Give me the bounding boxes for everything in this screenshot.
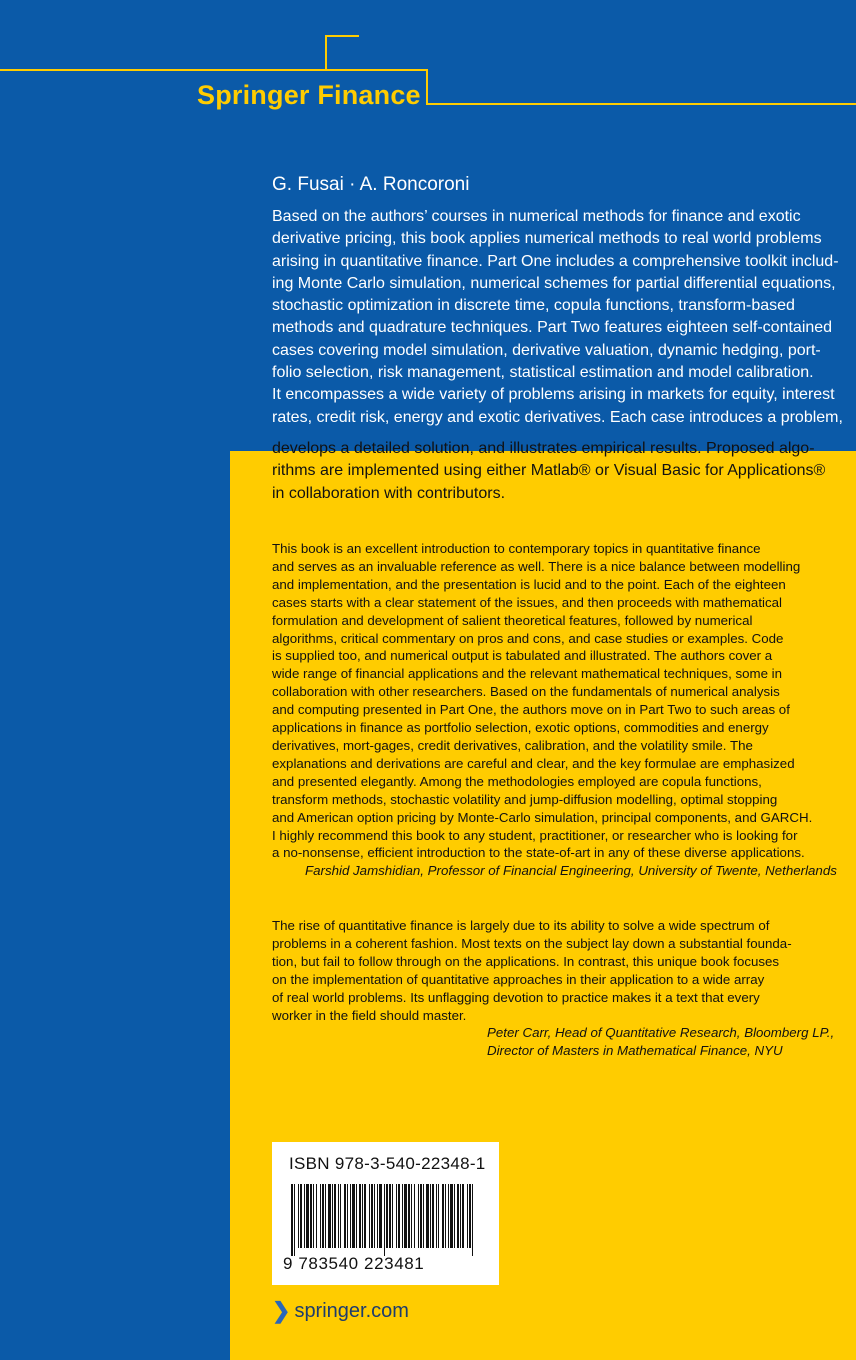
review-line: explanations and derivations are careful and clear, and the key formulae are emphasized — [272, 755, 795, 771]
barcode-bar — [340, 1184, 341, 1248]
barcode-bar — [420, 1184, 422, 1248]
review-jamshidian — [272, 540, 837, 880]
barcode-bar — [374, 1184, 375, 1248]
review-line: on the implementation of quantitative approaches in their application to a wide array — [272, 971, 765, 987]
barcode-bar — [402, 1184, 403, 1248]
barcode-bar — [457, 1184, 459, 1248]
barcode-bar — [356, 1184, 357, 1248]
barcode-bar — [411, 1184, 412, 1248]
review-line: problems in a coherent fashion. Most texts on the subject lay down a substantial founda- — [272, 935, 792, 951]
barcode-image — [289, 1184, 479, 1256]
barcode-bar — [300, 1184, 302, 1248]
barcode-bar — [467, 1184, 468, 1248]
barcode-bar — [462, 1184, 464, 1248]
review-line: The rise of quantitative finance is largely due to its ability to solve a wide spectrum of — [272, 918, 770, 933]
review-line: algorithms, critical commentary on pros and cons, and case studies or examples. Code — [272, 630, 784, 646]
review-line: collaboration with other researchers. Based on the fundamentals of numerical analysis — [272, 684, 780, 700]
review-line: and serves as an invaluable reference as well. There is a nice balance between modelling — [272, 558, 801, 574]
barcode-bar — [454, 1184, 455, 1248]
barcode-bar — [426, 1184, 429, 1248]
review-line: wide range of financial applications and the relevant mathematical techniques, some in — [272, 666, 783, 682]
barcode-bar — [386, 1184, 388, 1248]
barcode-bar — [350, 1184, 351, 1248]
description-line: folio selection, risk management, statistical estimation and model calibration. — [272, 364, 814, 382]
barcode-bar — [438, 1184, 439, 1248]
barcode-bar — [359, 1184, 361, 1248]
barcode-bar — [389, 1184, 391, 1248]
barcode-bar — [384, 1184, 385, 1256]
description-line: Based on the authors’ courses in numerical methods for finance and exotic — [272, 208, 801, 225]
barcode-bar — [379, 1184, 382, 1248]
barcode-bar — [418, 1184, 419, 1248]
series-title: Springer Finance — [197, 80, 421, 110]
description-line: derivative pricing, this book applies numerical methods to real world problems — [272, 230, 822, 248]
barcode-bar — [320, 1184, 321, 1248]
barcode-bar — [423, 1184, 424, 1248]
description-line: stochastic optimization in discrete time, copula functions, transform-based — [272, 297, 795, 315]
barcode-bar — [328, 1184, 331, 1248]
barcode-bar — [392, 1184, 393, 1248]
barcode-bar — [398, 1184, 400, 1248]
barcode-bar — [306, 1184, 309, 1248]
review-line: transform methods, stochastic volatility and jump-diffusion modelling, optimal stopping — [272, 791, 778, 807]
springer-website-link[interactable] — [272, 1298, 409, 1324]
authors: G. Fusai · A. Roncoroni — [272, 174, 470, 195]
website-label: springer.com — [294, 1299, 409, 1322]
description-line: rithms are implemented using either Matlab® or Visual Basic for Applications® — [272, 462, 826, 480]
description-line: develops a detailed solution, and illustrates empirical results. Proposed algo- — [272, 439, 815, 457]
review-line: derivatives, mort-gages, credit derivatives, calibration, and the volatility smile. The — [272, 737, 753, 753]
barcode-bar — [304, 1184, 305, 1248]
barcode-digits: 9 783540 223481 — [283, 1254, 425, 1273]
barcode-bar — [344, 1184, 346, 1248]
review-line: of real world problems. Its unflagging devotion to practice makes it a text that every — [272, 989, 760, 1005]
barcode-bar — [414, 1184, 415, 1248]
barcode-bar — [408, 1184, 410, 1248]
barcode-bar — [445, 1184, 446, 1248]
description-line: arising in quantitative finance. Part One includes a comprehensive toolkit includ- — [272, 252, 839, 270]
barcode-bar — [310, 1184, 312, 1248]
barcode-bar — [316, 1184, 317, 1248]
description-line: It encompasses a wide variety of problems arising in markets for equity, interest — [272, 386, 835, 404]
review-line: and American option pricing by Monte-Carlo simulation, principal components, and GARCH. — [272, 809, 813, 825]
book-description — [272, 206, 843, 505]
description-line: rates, credit risk, energy and exotic derivatives. Each case introduces a problem, — [272, 408, 843, 426]
review-attribution: Director of Masters in Mathematical Finance, NYU — [487, 1043, 783, 1059]
barcode-bar — [396, 1184, 397, 1248]
barcode-bar — [334, 1184, 336, 1248]
description-line: methods and quadrature techniques. Part Two features eighteen self-contained — [272, 319, 833, 337]
review-line: worker in the field should master. — [272, 1007, 467, 1023]
barcode-bar — [362, 1184, 363, 1248]
review-line: applications in finance as portfolio selection, exotic options, commodities and energy — [272, 720, 769, 736]
barcode-bar — [442, 1184, 444, 1248]
barcode-bar — [347, 1184, 348, 1248]
barcode-bar — [325, 1184, 326, 1248]
barcode-bar — [313, 1184, 314, 1248]
review-line: and presented elegantly. Among the methodologies employed are copula functions, — [272, 773, 762, 789]
barcode-bar — [448, 1184, 449, 1248]
barcode-bar — [332, 1184, 333, 1248]
review-line: and implementation, and the presentation is lucid and to the point. Each of the eighteen — [272, 576, 786, 592]
barcode-bar — [322, 1184, 324, 1248]
barcode-bar — [369, 1184, 370, 1248]
isbn: ISBN 978-3-540-22348-1 — [289, 1154, 486, 1173]
barcode-bar — [472, 1184, 473, 1256]
barcode-bar — [404, 1184, 407, 1248]
review-attribution: Farshid Jamshidian, Professor of Financial Engineering, University of Twente, Netherlands — [305, 863, 837, 879]
review-line: I highly recommend this book to any student, practitioner, or researcher who is looking for — [272, 827, 798, 843]
description-line: ing Monte Carlo simulation, numerical schemes for partial differential equations, — [272, 274, 836, 292]
review-line: and computing presented in Part One, the authors move on in Part Two to such areas of — [272, 702, 790, 718]
description-line: in collaboration with contributors. — [272, 484, 506, 502]
barcode-bar — [460, 1184, 461, 1248]
chevron-right-icon: ❯ — [272, 1298, 291, 1323]
barcode-bar — [338, 1184, 339, 1248]
barcode-bar — [377, 1184, 378, 1248]
review-line: a no-nonsense, efficient introduction to the state-of-art in any of these diverse applications. — [272, 845, 805, 861]
barcode-bar — [430, 1184, 431, 1248]
review-line: formulation and development of salient theoretical features, followed by numerical — [272, 612, 753, 628]
barcode-bar — [371, 1184, 373, 1248]
barcode-bar — [364, 1184, 366, 1248]
review-carr — [272, 917, 834, 1060]
barcode-bar — [298, 1184, 299, 1248]
barcode-bar — [352, 1184, 355, 1248]
barcode-bar — [291, 1184, 293, 1256]
barcode-bar — [432, 1184, 434, 1248]
description-line: cases covering model simulation, derivative valuation, dynamic hedging, port- — [272, 341, 821, 359]
review-line: cases starts with a clear statement of the issues, and then proceeds with mathematical — [272, 594, 782, 610]
barcode-bar — [294, 1184, 295, 1256]
review-line: is supplied too, and numerical output is tabulated and illustrated. The authors cover a — [272, 648, 773, 664]
barcode-bar — [469, 1184, 471, 1248]
review-line: tion, but fail to follow through on the applications. In contrast, this unique book focuses — [272, 953, 780, 969]
barcode-bar — [450, 1184, 453, 1248]
barcode-bar — [436, 1184, 437, 1248]
review-attribution: Peter Carr, Head of Quantitative Research, Bloomberg LP., — [487, 1025, 835, 1041]
review-line: This book is an excellent introduction to contemporary topics in quantitative finance — [272, 541, 761, 556]
